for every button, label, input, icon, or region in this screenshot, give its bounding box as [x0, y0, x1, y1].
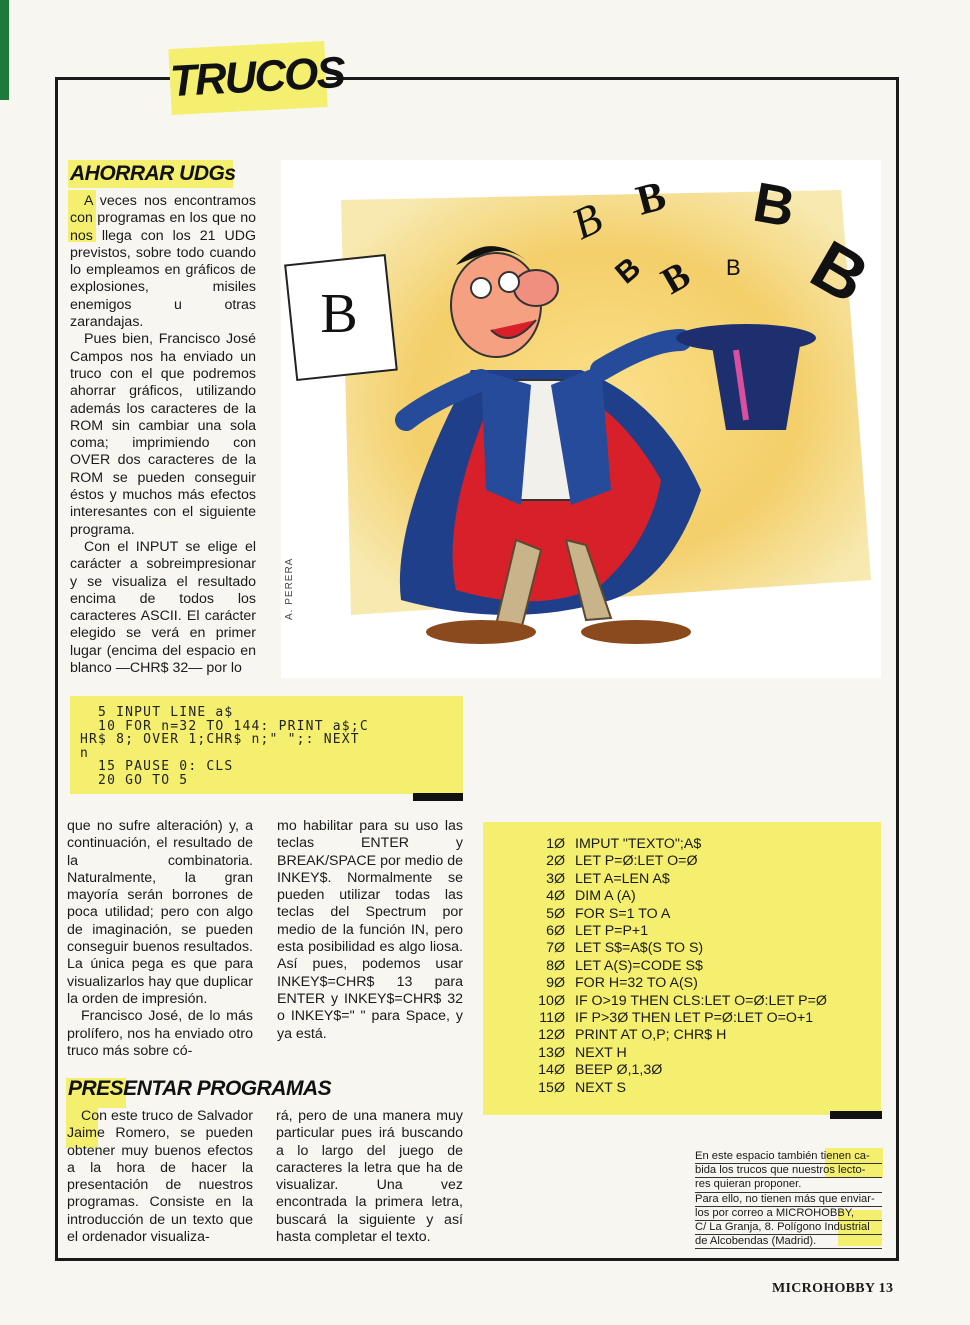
paragraph: mo habilitar para su uso las teclas ENTER y BREAK/SPACE por medio de INKEY$. Normalmente se pueden utilizar todas las teclas del Spectrum por medio de la función IN, pero esta posibilidad es algo liosa. Así pues, podemos usar INKEY$=CHR$ 13 para ENTER y INKEY$=CHR$ 32 o INKEY$=" " para Space, y ya está.	[277, 818, 463, 1042]
article1-column2	[67, 818, 253, 1060]
paragraph: A veces nos encontramos con programas en los que no nos llega con los 21 UDG previstos, sobre todo cuando lo empleamos en gráficos de explosiones, misiles enemigos u otras zarandajas.	[70, 193, 256, 331]
magazine-name: MICROHOBBY	[772, 1281, 875, 1296]
card-letter: B	[320, 283, 358, 345]
line-number: 8Ø	[546, 957, 565, 974]
note-line: de Alcobendas (Madrid).	[695, 1235, 882, 1249]
line-number: 12Ø	[538, 1027, 565, 1044]
eye	[471, 278, 491, 298]
line-code: NEXT S	[575, 1079, 626, 1096]
listing-line	[483, 836, 881, 853]
listing-line	[483, 906, 881, 923]
article2-column2	[276, 1108, 463, 1246]
listing-line	[483, 975, 881, 992]
flying-letter: B	[654, 253, 698, 303]
listing-code: 5 INPUT LINE a$ 10 FOR n=32 TO 144: PRINT a$;C HR$ 8; OVER 1;CHR$ n;" ";: NEXT n 15 PAUSE 0: CLS 20 GO TO 5	[80, 705, 369, 788]
page-footer	[772, 1281, 893, 1297]
listing-presentar	[483, 822, 881, 1115]
listing-line	[483, 1062, 881, 1079]
flying-letter: B	[564, 193, 610, 250]
line-number: 4Ø	[546, 888, 565, 905]
line-code: LET P=Ø:LET O=Ø	[575, 853, 698, 870]
magician-drawing	[281, 160, 881, 678]
line-number: 3Ø	[546, 870, 565, 887]
line-code: BEEP Ø,1,3Ø	[575, 1062, 663, 1079]
listing-line	[483, 1080, 881, 1097]
line-code: LET S$=A$(S TO S)	[575, 940, 704, 957]
page-number: 13	[878, 1281, 894, 1296]
listing-line	[483, 940, 881, 957]
nose	[514, 270, 558, 306]
flying-letter: B	[798, 225, 881, 319]
listing-line	[483, 888, 881, 905]
section-label: TRUCOS	[168, 41, 327, 115]
divider-bar	[830, 1111, 882, 1119]
paragraph: Francisco José, de lo más prolífero, nos ha enviado otro truco más sobre có-	[67, 1008, 253, 1059]
line-code: LET P=P+1	[575, 923, 649, 939]
right-shoe	[581, 620, 691, 644]
article1-column3	[277, 818, 463, 1043]
line-number: 10Ø	[538, 992, 565, 1009]
page-edge-green-tab	[0, 0, 9, 100]
article-heading-presentar: PRESENTAR PROGRAMAS	[68, 1077, 332, 1100]
divider-bar	[413, 793, 463, 801]
line-code: DIM A (A)	[575, 888, 636, 905]
paragraph: Con este truco de Salvador Jaime Romero, se pueden obtener muy buenos efectos a la hora de hacer la presentación de nuestros programas. Consiste en la introducción de un texto que el ordenador visualiza-	[67, 1108, 253, 1246]
eye	[499, 272, 519, 292]
line-number: 1Ø	[546, 836, 565, 852]
line-number: 7Ø	[546, 940, 565, 957]
article2-column1	[67, 1108, 253, 1246]
note-line: Para ello, no tienen más que enviar-	[695, 1193, 882, 1207]
line-code: IF O>19 THEN CLS:LET O=Ø:LET P=Ø	[575, 992, 827, 1009]
listing-line	[483, 923, 881, 940]
line-code: NEXT H	[575, 1044, 627, 1061]
illustration-credit: A. PERERA	[284, 557, 295, 620]
contribution-note	[695, 1150, 882, 1249]
note-line: res quieran proponer.	[695, 1178, 882, 1192]
paragraph: rá, pero de una manera muy particular pues irá buscando a lo largo del juego de caracteres la letra que ha de visualizar. Una vez encontrada la primera letra, buscará la siguiente y así hasta completar el texto.	[276, 1108, 463, 1246]
note-line: bida los trucos que nuestros lecto-	[695, 1164, 882, 1178]
flying-letter: B	[726, 255, 741, 280]
line-code: PRINT AT O,P; CHR$ H	[575, 1027, 727, 1044]
listing-line	[483, 1010, 881, 1027]
flying-letter: B	[631, 172, 671, 225]
line-number: 11Ø	[539, 1010, 565, 1026]
paragraph: Con el INPUT se elige el carácter a sobreimpresionar y se visualiza el resultado encima de todos los caracteres ASCII. El carácter elegido se verá en primer lugar (encima del espacio en blanco —CHR$ 32— por lo	[70, 538, 256, 677]
paragraph: Pues bien, Francisco José Campos nos ha enviado un truco con el que podremos ahorrar gráficos, utilizando además los caracteres de la ROM sin cambiar una sola coma; imprimiendo con OVER dos caracteres de la ROM se pueden conseguir éstos y muchos más efectos interesantes con el siguiente programa.	[70, 331, 256, 538]
listing-line	[483, 1045, 881, 1062]
line-number: 13Ø	[538, 1044, 565, 1061]
line-number: 15Ø	[538, 1079, 565, 1096]
line-number: 5Ø	[546, 905, 565, 922]
listing-line	[483, 958, 881, 975]
listing-udgs	[70, 696, 463, 794]
listing-line	[483, 1027, 881, 1044]
flying-letter: B	[609, 251, 648, 291]
magician-illustration	[281, 160, 881, 678]
listing-line	[483, 871, 881, 888]
note-line: los por correo a MICROHOBBY,	[695, 1207, 882, 1221]
listing-line	[483, 853, 881, 870]
article1-column1	[70, 193, 256, 677]
line-code: LET A=LEN A$	[575, 870, 670, 887]
line-code: LET A(S)=CODE S$	[575, 957, 703, 974]
note-line: C/ La Granja, 8. Polígono Industrial	[695, 1221, 882, 1235]
line-number: 14Ø	[538, 1062, 565, 1079]
flying-letter: B	[748, 169, 800, 239]
line-code: IF P>3Ø THEN LET P=Ø:LET O=O+1	[575, 1010, 814, 1026]
line-number: 2Ø	[546, 853, 565, 870]
article-heading-udgs: AHORRAR UDGs	[70, 162, 236, 185]
line-number: 9Ø	[546, 975, 565, 992]
note-line: En este espacio también tienen ca-	[695, 1150, 882, 1164]
paragraph: que no sufre alteración) y, a continuación, el resultado de la combinatoria. Naturalmente, la gran mayoría serán borrones de poca utilidad; pero con algo de imaginación, se pueden conseguir buenos resultados. La única pega es que para visualizarlos hay que duplicar la orden de impresión.	[67, 818, 253, 1007]
listing-line	[483, 993, 881, 1010]
left-shoe	[426, 620, 536, 644]
line-code: FOR H=32 TO A(S)	[575, 975, 698, 992]
hat-crown	[711, 340, 801, 430]
line-code: FOR S=1 TO A	[575, 905, 671, 922]
line-code: IMPUT "TEXTO";A$	[575, 836, 702, 852]
line-number: 6Ø	[546, 923, 565, 939]
